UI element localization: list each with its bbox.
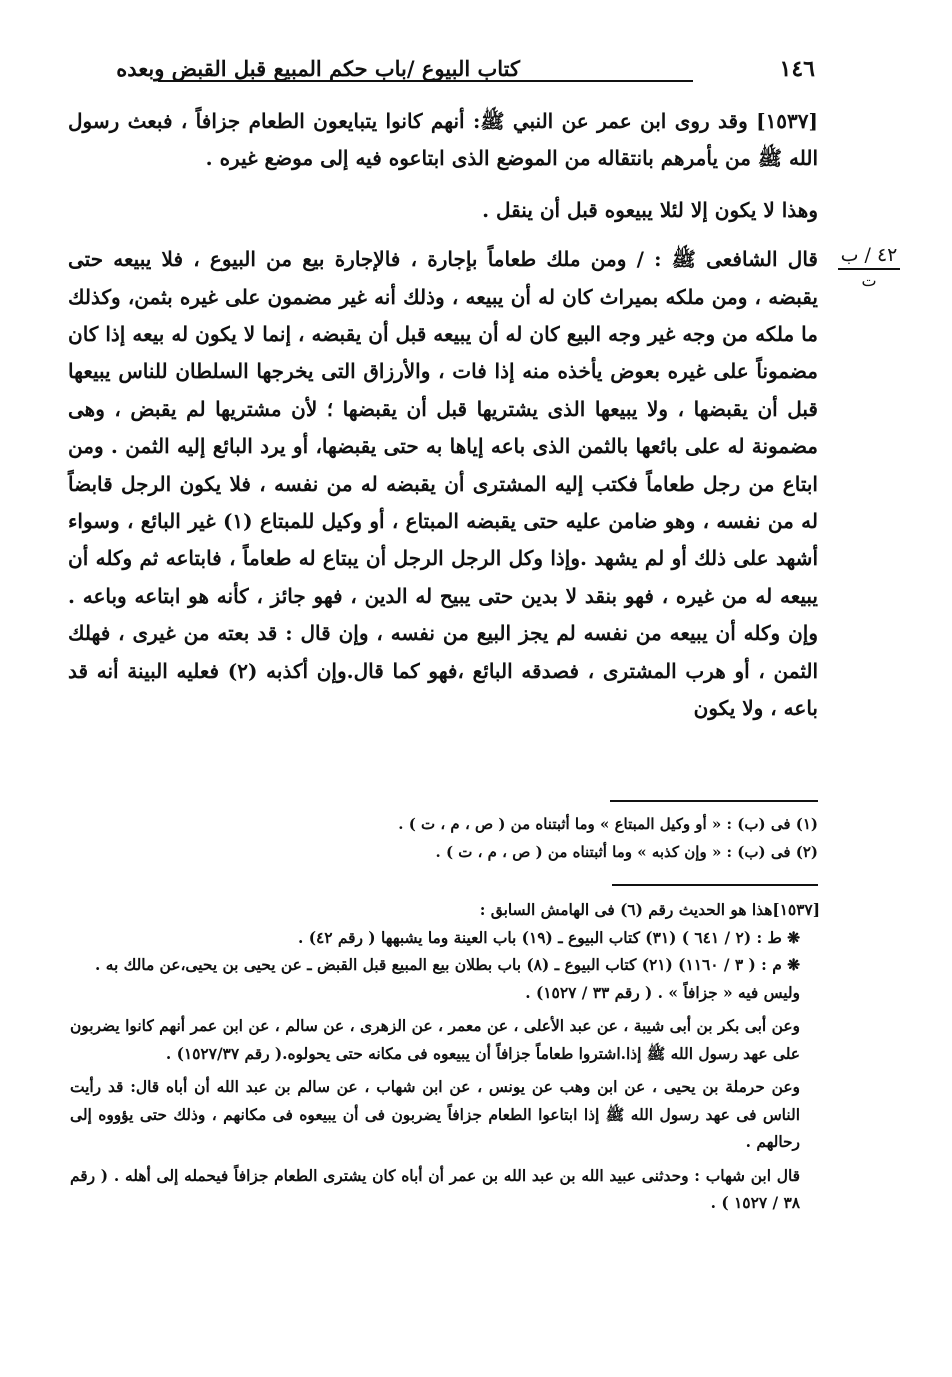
- takhrij-line: [١٥٣٧]هذا هو الحديث رقم (٦) فى الهامش السابق :: [479, 901, 820, 919]
- paragraph-2: وهذا لا يكون إلا لئلا يبيعوه قبل أن ينقل .: [482, 197, 818, 222]
- paragraph-shafii: [68, 241, 818, 727]
- footnotes: [360, 810, 818, 866]
- footnote-2: (٢) فى (ب) : « وإن كذبه » وما أثبتناه من ( ص ، م ، ت ) .: [435, 843, 818, 861]
- takhrij-line: ❋ ط : (٢ / ٦٤١ ) (٣١) كتاب البيوع ـ (١٩) باب العينة وما يشبهها ( رقم ٤٢) .: [298, 928, 800, 947]
- footnote-1: (١) فى (ب) : « أو وكيل المبتاع » وما أثبتناه من ( ص ، م ، ت ) .: [398, 815, 818, 833]
- margin-folio: ٤٢ / ب: [838, 244, 900, 270]
- paragraph-1-text: وقد روى ابن عمر عن النبي ﷺ: أنهم كانوا يتبايعون الطعام جزافاً ، فبعث رسول الله ﷺ من يأمرهم بانتقاله من الموضع الذى ابتاعوه فيه إلى موضع غيره .: [68, 109, 818, 171]
- margin-note: [838, 244, 900, 292]
- header-rule: [158, 80, 693, 82]
- margin-manuscript: ت: [861, 271, 877, 290]
- running-header: [70, 52, 815, 92]
- takhrij-block: [70, 897, 820, 1218]
- footnote-rule: [610, 800, 818, 802]
- takhrij-line: وعن حرملة بن يحيى ، عن ابن وهب عن يونس ، عن ابن شهاب ، عن سالم بن عبد الله أن أباه قال: قد رأيت الناس فى عهد رسول الله ﷺ إذا ابتاعوا الطعام جزافاً يضربون فى أن يبيعوه فى مكانهم ، وذلك حتى يؤووه إلى رحالهم .: [70, 1078, 800, 1151]
- speaker-label: قال الشافعى ﷺ: [671, 247, 818, 272]
- takhrij-line: قال ابن شهاب : وحدثنى عبيد الله بن عبد الله بن عمر أن أباه كان يشترى الطعام جزافاً فيحمله إلى أهله . ( رقم ٣٨ / ١٥٢٧ ) .: [70, 1166, 800, 1212]
- page-number: ١٤٦: [779, 56, 815, 82]
- paragraph-3-text: : / ومن ملك طعاماً بإجارة ، فالإجارة بيع من البيوع ، فلا يبيعه حتى يقبضه ، ومن ملكه بميراث كان له أن يبيعه ، وذلك أنه غير مضمون على غيره بثمن، وكذلك ما ملكه من وجه غير وجه البيع كان له أن يبيعه قبل أن يقبضه ، إنما لا يكون له بيعه إذا كان مضموناً على غيره بعوض يأخذه منه إذا فات ، والأرزاق التى يخرجها السلطان للناس يبيعها قبل أن يقبضها ، ولا يبيعها الذى يشتريها قبل أن يقبضها ؛ لأن مشتريها لم يقبض ، وهى مضمونة له على بائعها بالثمن الذى باعه إياها به حتى يقبضها، أو يرد البائع إليه الثمن . ومن ابتاع من رجل طعاماً فكتب إليه المشترى أن يقبضه له من نفسه ، فلا يكون الرجل قابضاً له من نفسه ، وهو ضامن عليه حتى يقبضه المبتاع ، أو وكيل للمبتاع (١) غير البائع ، وسواء أشهد على ذلك أو لم يشهد .وإذا وكل الرجل الرجل أن يبتاع له طعاماً ، فابتاعه ثم وكله أن يبيعه له من غيره ، فهو بنقد لا بدين حتى يبيح له الدين ، فهو جائز ، كأنه هو ابتاعه وباعه . وإن وكله أن يبيعه من نفسه لم يجز البيع من نفسه ، وإن قال : قد بعته من غيرى ، فهلك الثمن ، أو هرب المشترى ، فصدقه البائع ،فهو كما قال.وإن أكذبه (٢) فعليه البينة أنه قد باعه ، ولا يكون: [68, 247, 818, 721]
- takhrij-line: وعن أبى بكر بن أبى شيبة ، عن عبد الأعلى ، عن معمر ، عن الزهرى ، عن سالم ، عن ابن عمر أنهم كانوا يضربون على عهد رسول الله ﷺ إذا.اشتروا طعاماً جزافاً أن يبيعوه فى مكانه حتى يحولوه.( رقم ١٥٢٧/٣٧) .: [70, 1017, 800, 1063]
- hadith-number: [١٥٣٧]: [756, 109, 818, 133]
- takhrij-rule: [612, 884, 818, 886]
- takhrij-line: وليس فيه « جزافاً » . ( رقم ٣٣ / ١٥٢٧) .: [525, 983, 800, 1002]
- main-text: [68, 103, 818, 728]
- takhrij-line: ❋ م : ( ٣ / ١١٦٠) (٢١) كتاب البيوع ـ (٨) باب بطلان بيع المبيع قبل القبض ـ عن يحيى بن يحيى،عن مالك به .: [94, 956, 800, 974]
- running-title: كتاب البيوع /باب حكم المبيع قبل القبض وبعده: [116, 56, 520, 81]
- paragraph-hadith: [68, 103, 818, 178]
